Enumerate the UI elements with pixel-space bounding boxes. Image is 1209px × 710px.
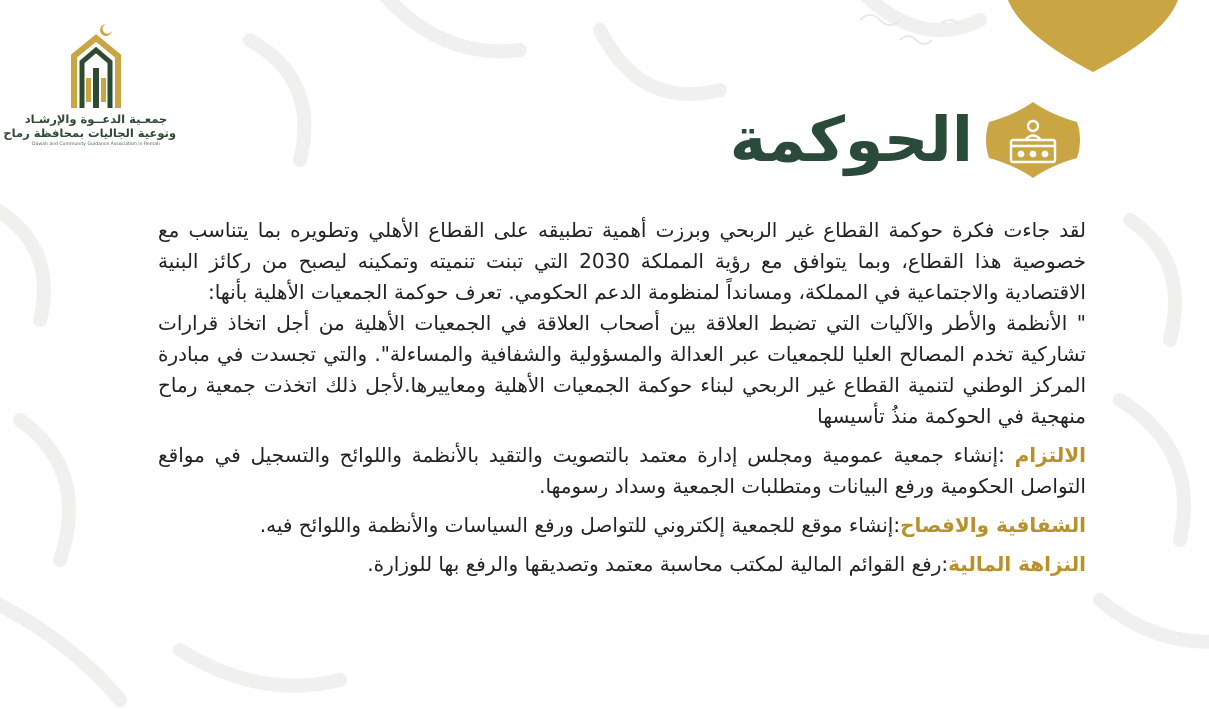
transparency-text: :إنشاء موقع للجمعية إلكتروني للتواصل ورفع السياسات والأنظمة واللوائح فيه. [259, 513, 901, 537]
financial-integrity-label: النزاهة المالية [948, 552, 1086, 576]
main-content [158, 215, 1086, 580]
page-title: الحوكمة [729, 103, 973, 176]
commitment-text: :إنشاء جمعية عمومية ومجلس إدارة معتمد بالتصويت والتقيد بالأنظمة واللوائح والتسجيل في مواقع التواصل الحكومية ورفع البيانات ومتطلبات الجمعية وسداد رسومها. [158, 443, 1086, 498]
transparency-item [158, 510, 1086, 541]
org-name-line2: وتوعية الجاليات بمحافظة رماح [3, 126, 176, 141]
financial-integrity-item [158, 549, 1086, 580]
title-row [730, 100, 1081, 180]
organization-logo [3, 20, 176, 147]
org-name-line1: جمعـية الدعــوة والإرشـاد [24, 112, 168, 126]
governance-icon [985, 100, 1081, 180]
intro-paragraph: لقد جاءت فكرة حوكمة القطاع غير الربحي وبرزت أهمية تطبيقه على القطاع الأهلي وتطويره بما يتناسب مع خصوصية هذا القطاع، وبما يتوافق مع رؤية المملكة 2030 التي تبنت تنميته وتمكينه ليصبح من ركائز البنية الاقتصادية والاجتماعية في المملكة، ومسانداً لمنظومة الدعم الحكومي. تعرف حوكمة الجمعيات الأهلية بأنها: [158, 218, 1087, 304]
commitment-item [158, 440, 1086, 502]
transparency-label: الشفافية والافصاح [900, 513, 1086, 537]
financial-integrity-text: :رفع القوائم المالية لمكتب محاسبة معتمد وتصديقها والرفع بها للوزارة. [367, 552, 949, 576]
logo-emblem-icon [66, 20, 126, 112]
commitment-label: الالتزام [1014, 443, 1086, 467]
definition-paragraph: " الأنظمة والأطر والآليات التي تضبط العلاقة بين أصحاب العلاقة في الجمعيات الأهلية من أجل اتخاذ قرارات تشاركية تخدم المصالح العليا للجمعيات عبر العدالة والمسؤولية والشفافية والمساءلة". والتي تجسدت في مبادرة المركز الوطني لتنمية القطاع غير الربحي لبناء حوكمة الجمعيات الأهلية ومعاييرها.لأجل ذلك اتخذت جمعية رماح منهجية في الحوكمة منذُ تأسيسها [158, 311, 1086, 428]
intro-block [158, 215, 1086, 432]
corner-ornament [1000, 0, 1209, 75]
org-name-english: Dawah and Community Guidance Association in Remah [32, 141, 160, 147]
